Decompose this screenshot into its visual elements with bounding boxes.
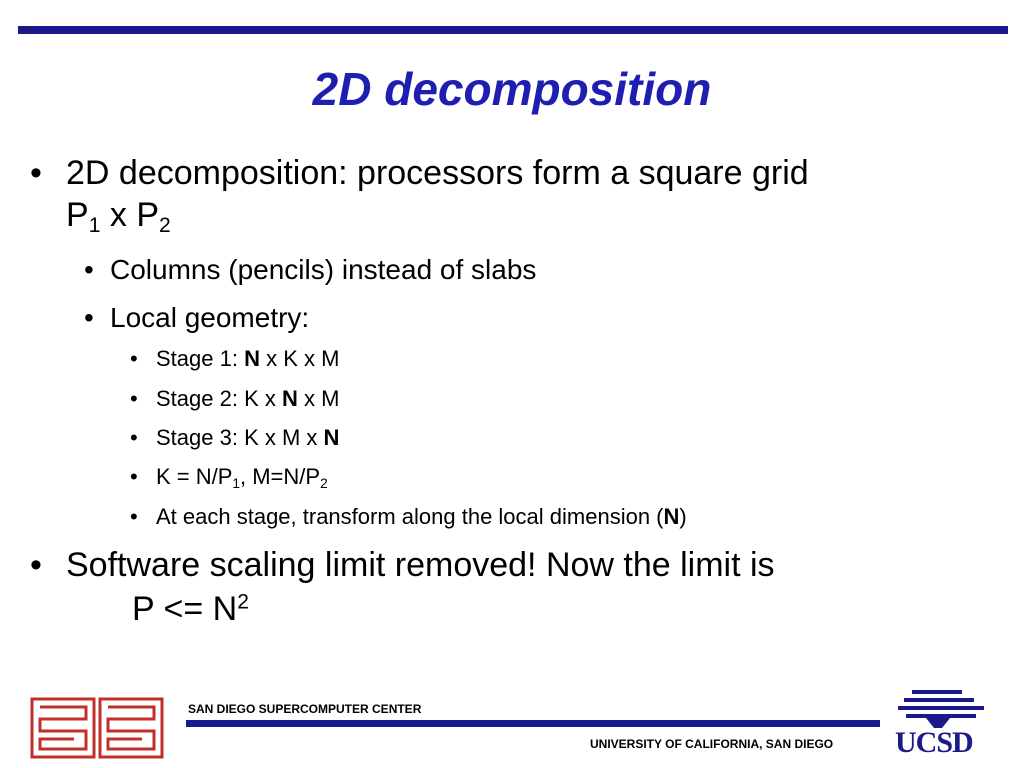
center-name: SAN DIEGO SUPERCOMPUTER CENTER — [188, 702, 422, 716]
bullet-marker: • — [130, 464, 138, 489]
bullet-marker: • — [130, 425, 138, 450]
bullet-marker: • — [130, 504, 138, 529]
bullet-scaling-line1: Software scaling limit removed! Now the limit is — [66, 546, 775, 584]
bullet-grid-line1: 2D decomposition: processors form a square grid — [66, 154, 809, 192]
bullet-each-stage: At each stage, transform along the local dimension (N) — [156, 504, 687, 529]
bullet-columns: Columns (pencils) instead of slabs — [110, 254, 537, 285]
bullet-local-geometry: Local geometry: — [110, 302, 310, 333]
bullet-stage3: Stage 3: K x M x N — [156, 425, 340, 450]
slide-title: 2D decomposition — [312, 63, 712, 115]
bullet-marker: • — [30, 154, 42, 192]
bullet-marker: • — [30, 546, 42, 584]
sdsc-logo-icon — [30, 697, 164, 759]
bullet-marker: • — [130, 346, 138, 371]
bullet-stage2: Stage 2: K x N x M — [156, 386, 340, 411]
university-name: UNIVERSITY OF CALIFORNIA, SAN DIEGO — [590, 737, 834, 751]
bullet-marker: • — [130, 386, 138, 411]
footer-rule — [186, 720, 880, 727]
bullet-marker: • — [84, 302, 94, 333]
bullet-grid-line2: $P_1$ x $P_2$ — [66, 196, 171, 237]
ucsd-wordmark: UCSD — [895, 726, 973, 759]
bullet-marker: • — [84, 254, 94, 285]
bullet-stage1: Stage 1: N x K x M — [156, 346, 340, 371]
bullet-k-definition: $K = N/P_1$, $M=N/P_2$ — [156, 464, 328, 491]
bullet-scaling-line2: $P <= N^2$ — [132, 590, 249, 628]
